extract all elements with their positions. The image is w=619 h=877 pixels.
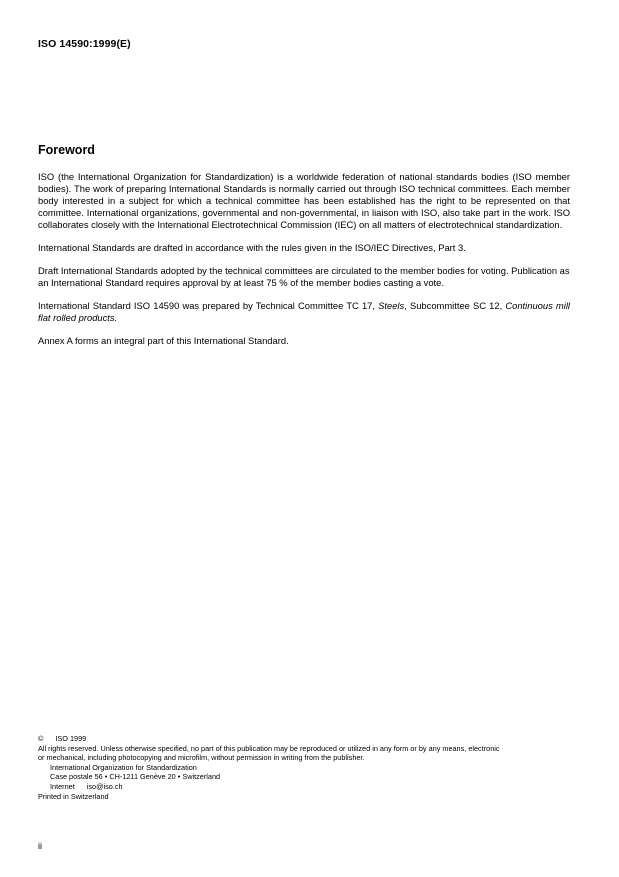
p4-text-a: International Standard ISO 14590 was prepared by Technical Committee TC 17, — [38, 300, 379, 311]
foreword-paragraph-1: ISO (the International Organization for Standardization) is a worldwide federation of national standards bodies (ISO member bodies). The work of preparing International Standards is normally carried out through ISO technical committees. Each member body interested in a subject for which a technical committee has been established has the right to be represented on that committee. International organizations, governmental and non-governmental, in liaison with ISO, also take part in the work. ISO collaborates closely with the International Electrotechnical Commission (IEC) on all matters of electrotechnical standardization. — [38, 171, 570, 230]
copyright-year: ISO 1999 — [55, 734, 87, 743]
copyright-symbol: © — [38, 734, 44, 743]
p4-subcommittee-title: Continuous mill flat rolled products. — [38, 300, 570, 323]
p4-text-b: , Subcommittee SC 12, — [404, 300, 506, 311]
internet-email[interactable]: iso@iso.ch — [86, 781, 123, 791]
copyright-line — [38, 734, 583, 744]
internet-line — [38, 782, 583, 792]
printed-in: Printed in Switzerland — [38, 791, 109, 801]
foreword-paragraph-4 — [38, 300, 570, 324]
page-number: ii — [38, 841, 42, 851]
rights-line-1: All rights reserved. Unless otherwise specified, no part of this publication may be reproduced or utilized in any form or by any means, electronic — [38, 743, 500, 753]
internet-label: Internet — [50, 781, 75, 791]
foreword-paragraph-5: Annex A forms an integral part of this International Standard. — [38, 335, 289, 346]
foreword-paragraph-3: Draft International Standards adopted by the technical committees are circulated to the member bodies for voting. Publication as an International Standard requires approval by at least 75 % of the member bodies casting a vote. — [38, 265, 570, 288]
foreword-paragraph-2: International Standards are drafted in accordance with the rules given in the ISO/IEC Directives, Part 3. — [38, 242, 466, 253]
document-id: ISO 14590:1999(E) — [38, 38, 131, 50]
org-name: International Organization for Standardization — [50, 762, 197, 772]
foreword-body — [38, 171, 570, 358]
copyright-block — [38, 734, 583, 801]
rights-line-2: or mechanical, including photocopying and microfilm, without permission in writing from the publisher. — [38, 753, 365, 763]
p4-steels: Steels — [378, 300, 405, 311]
org-address: Case postale 56 • CH-1211 Genève 20 • Switzerland — [50, 772, 221, 782]
foreword-heading: Foreword — [38, 143, 95, 157]
